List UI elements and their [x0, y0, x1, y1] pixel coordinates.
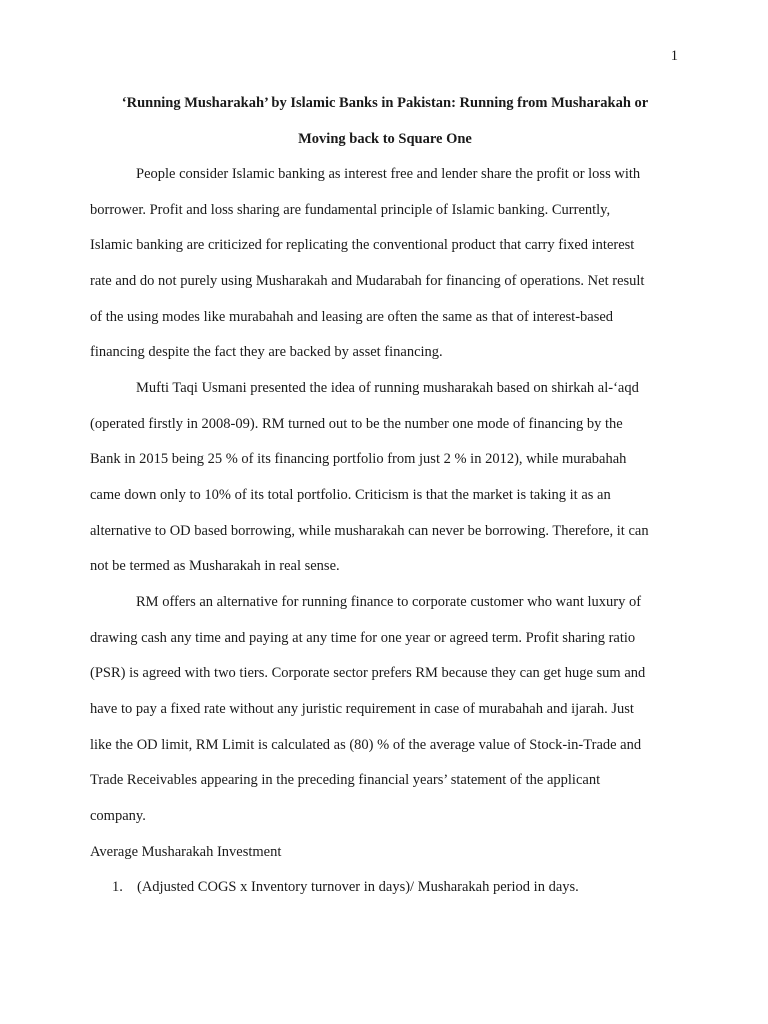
- paragraph-1-line-5: of the using modes like murabahah and leasing are often the same as that of interest-based: [90, 309, 614, 325]
- paragraph-3-line-6: Trade Receivables appearing in the preceding financial years’ statement of the applicant: [90, 772, 601, 788]
- list-item-number: 1.: [112, 879, 123, 895]
- paragraph-3-line-1: RM offers an alternative for running finance to corporate customer who want luxury of: [136, 594, 642, 610]
- document-title-line-1: ‘Running Musharakah’ by Islamic Banks in Pakistan: Running from Musharakah or: [121, 95, 649, 111]
- paragraph-3-line-4: have to pay a fixed rate without any juristic requirement in case of murabahah and ijarah. Just: [90, 701, 634, 717]
- paragraph-3-line-7: company.: [90, 808, 146, 824]
- list-item-text: (Adjusted COGS x Inventory turnover in days)/ Musharakah period in days.: [137, 879, 579, 895]
- paragraph-2-line-5: alternative to OD based borrowing, while musharakah can never be borrowing. Therefore, it can: [90, 523, 649, 539]
- paragraph-1-line-3: Islamic banking are criticized for replicating the conventional product that carry fixed interest: [90, 237, 635, 253]
- paragraph-1-line-2: borrower. Profit and loss sharing are fundamental principle of Islamic banking. Currently,: [90, 202, 611, 218]
- document-title-line-2: Moving back to Square One: [298, 131, 472, 147]
- paragraph-2-line-4: came down only to 10% of its total portfolio. Criticism is that the market is taking it as an: [90, 487, 611, 503]
- paragraph-1-line-6: financing despite the fact they are backed by asset financing.: [90, 344, 443, 360]
- paragraph-2-line-6: not be termed as Musharakah in real sense.: [90, 558, 340, 574]
- paragraph-2-line-3: Bank in 2015 being 25 % of its financing portfolio from just 2 % in 2012), while murabahah: [90, 451, 627, 467]
- paragraph-3-line-5: like the OD limit, RM Limit is calculated as (80) % of the average value of Stock-in-Trade and: [90, 737, 642, 753]
- paragraph-1-line-1: People consider Islamic banking as interest free and lender share the profit or loss with: [136, 166, 641, 182]
- paragraph-3-line-2: drawing cash any time and paying at any time for one year or agreed term. Profit sharing ratio: [90, 630, 636, 646]
- paragraph-3-line-3: (PSR) is agreed with two tiers. Corporate sector prefers RM because they can get huge sum and: [90, 665, 646, 681]
- section-heading: Average Musharakah Investment: [90, 844, 282, 860]
- paragraph-2-line-1: Mufti Taqi Usmani presented the idea of running musharakah based on shirkah al-‘aqd: [136, 380, 639, 396]
- paragraph-2-line-2: (operated firstly in 2008-09). RM turned out to be the number one mode of financing by the: [90, 416, 623, 432]
- page-number: 1: [670, 48, 678, 64]
- paragraph-1-line-4: rate and do not purely using Musharakah and Mudarabah for financing of operations. Net result: [90, 273, 645, 289]
